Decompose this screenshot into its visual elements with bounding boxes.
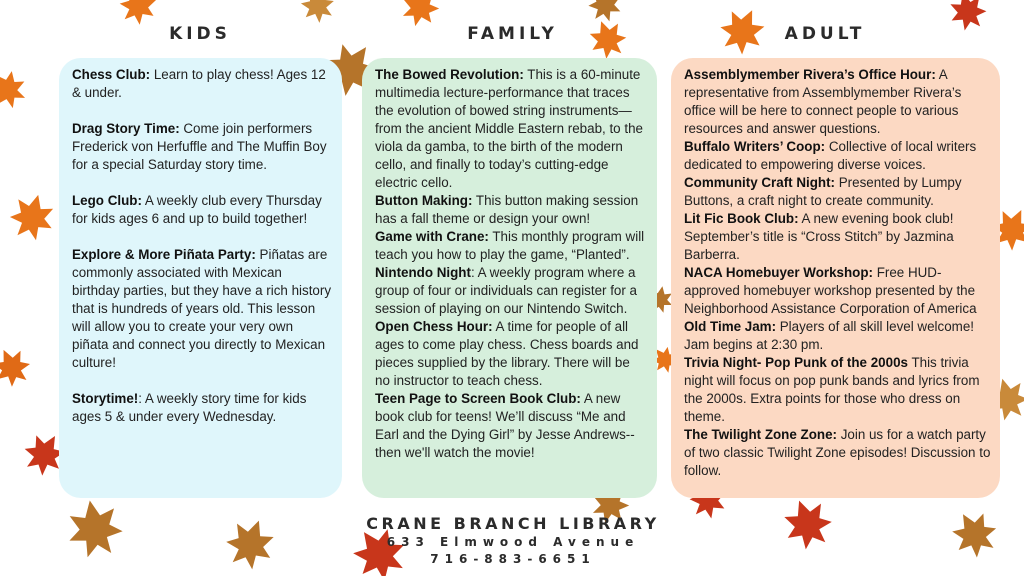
event-title: Lit Fic Book Club: bbox=[684, 211, 799, 226]
event-description: Join us for a watch party of two classic Twilight Zone episodes! Discussion to follow. bbox=[684, 427, 991, 478]
kids-panel bbox=[59, 58, 342, 498]
event-item bbox=[684, 354, 991, 426]
event-description: A time for people of all ages to come play chess. Chess boards and pieces supplied by the library. There will be no instructor to teach chess. bbox=[375, 319, 639, 388]
event-description: Come join performers Frederick von Herfuffle and The Muffin Boy for a special Saturday story time. bbox=[72, 121, 327, 172]
event-title: Old Time Jam: bbox=[684, 319, 777, 334]
event-title: Storytime! bbox=[72, 391, 139, 406]
library-name: CRANE BRANCH LIBRARY bbox=[366, 514, 660, 533]
event-item bbox=[684, 138, 991, 174]
kids-heading: KIDS bbox=[169, 24, 231, 44]
event-title: The Bowed Revolution: bbox=[375, 67, 524, 82]
leaf-icon bbox=[220, 513, 280, 574]
event-item bbox=[684, 264, 991, 318]
event-description: A representative from Assemblymember Rivera’s office will be here to connect people to various resources and answer questions. bbox=[684, 67, 962, 136]
event-item bbox=[375, 318, 648, 390]
event-description: This button making session has a fall theme or design your own! bbox=[375, 193, 639, 226]
event-description: A weekly club every Thursday for kids ages 6 and up to build together! bbox=[72, 193, 322, 226]
event-title: Lego Club: bbox=[72, 193, 142, 208]
event-description: Free HUD-approved homebuyer workshop presented by the Neighborhood Assistance Corporation of America bbox=[684, 265, 977, 316]
event-description: This monthly program will teach you how to play the game, “Planted”. bbox=[375, 229, 645, 262]
event-item bbox=[375, 228, 648, 264]
leaf-icon bbox=[395, 0, 446, 33]
event-title: Buffalo Writers’ Coop: bbox=[684, 139, 826, 154]
event-description: Presented by Lumpy Buttons, a craft night to create community. bbox=[684, 175, 962, 208]
leaf-icon bbox=[586, 0, 624, 23]
event-item bbox=[72, 390, 333, 426]
event-description: This trivia night will focus on pop punk bands and lyrics from the 2000s. Extra points for those who dress on theme. bbox=[684, 355, 980, 424]
event-item bbox=[72, 192, 333, 228]
event-item bbox=[684, 174, 991, 210]
leaf-icon bbox=[584, 15, 630, 62]
event-description: : A weekly story time for kids ages 5 & under every Wednesday. bbox=[72, 391, 307, 424]
leaf-icon bbox=[944, 503, 1004, 563]
event-title: Chess Club: bbox=[72, 67, 151, 82]
event-title: The Twilight Zone Zone: bbox=[684, 427, 837, 442]
event-description: A new evening book club! September’s title is “Cross Stitch” by Jazmina Barberra. bbox=[684, 211, 954, 262]
library-address: 633 Elmwood Avenue bbox=[386, 535, 640, 549]
event-description: Piñatas are commonly associated with Mexican birthday parties, but they have a rich history that is hundreds of years old. This lesson will allow you to create your very own piñata and connect you directly to Mexican culture! bbox=[72, 247, 332, 370]
event-title: Trivia Night- Pop Punk of the 2000s bbox=[684, 355, 908, 370]
event-title: Game with Crane: bbox=[375, 229, 489, 244]
event-title: Button Making: bbox=[375, 193, 473, 208]
event-description: A new book club for teens! We’ll discuss “Me and Earl and the Dying Girl” by Jesse Andrews--then we'll watch the movie! bbox=[375, 391, 635, 460]
event-item bbox=[72, 246, 333, 372]
event-title: Community Craft Night: bbox=[684, 175, 836, 190]
event-item bbox=[684, 426, 991, 480]
event-item bbox=[375, 264, 648, 318]
leaf-icon bbox=[63, 496, 126, 560]
event-item bbox=[684, 318, 991, 354]
event-description: : A weekly program where a group of four or individuals can register for a session of playing on our Nintendo Switch. bbox=[375, 265, 638, 316]
leaf-icon bbox=[777, 493, 837, 554]
event-item bbox=[72, 66, 333, 102]
event-title: Explore & More Piñata Party: bbox=[72, 247, 256, 262]
adult-panel bbox=[671, 58, 1000, 498]
event-description: Learn to play chess! Ages 12 & under. bbox=[72, 67, 326, 100]
event-item bbox=[684, 210, 991, 264]
adult-heading: ADULT bbox=[784, 24, 866, 44]
event-title: NACA Homebuyer Workshop: bbox=[684, 265, 873, 280]
event-title: Nintendo Night bbox=[375, 265, 471, 280]
event-item bbox=[375, 66, 648, 192]
event-title: Drag Story Time: bbox=[72, 121, 180, 136]
event-item bbox=[72, 120, 333, 174]
leaf-icon bbox=[945, 0, 989, 33]
leaf-icon bbox=[6, 189, 59, 243]
leaf-icon bbox=[714, 1, 772, 59]
event-title: Teen Page to Screen Book Club: bbox=[375, 391, 581, 406]
event-description: Collective of local writers dedicated to empowering diverse voices. bbox=[684, 139, 977, 172]
event-title: Assemblymember Rivera’s Office Hour: bbox=[684, 67, 936, 82]
leaf-icon bbox=[0, 63, 33, 114]
leaf-icon bbox=[0, 342, 35, 391]
event-item bbox=[684, 66, 991, 138]
event-description: Players of all skill level welcome! Jam begins at 2:30 pm. bbox=[684, 319, 974, 352]
library-phone: 716-883-6651 bbox=[430, 552, 596, 566]
family-panel bbox=[362, 58, 657, 498]
event-item bbox=[375, 192, 648, 228]
leaf-icon bbox=[295, 0, 340, 27]
event-description: This is a 60-minute multimedia lecture-performance that traces the evolution of bowed string instruments—from the ancient Middle Eastern rebab, to the viola da gamba, to the birth of the modern cello, and finally to today’s cutting-edge electric cello. bbox=[375, 67, 643, 190]
family-heading: FAMILY bbox=[467, 24, 558, 44]
event-title: Open Chess Hour: bbox=[375, 319, 493, 334]
event-item bbox=[375, 390, 648, 462]
